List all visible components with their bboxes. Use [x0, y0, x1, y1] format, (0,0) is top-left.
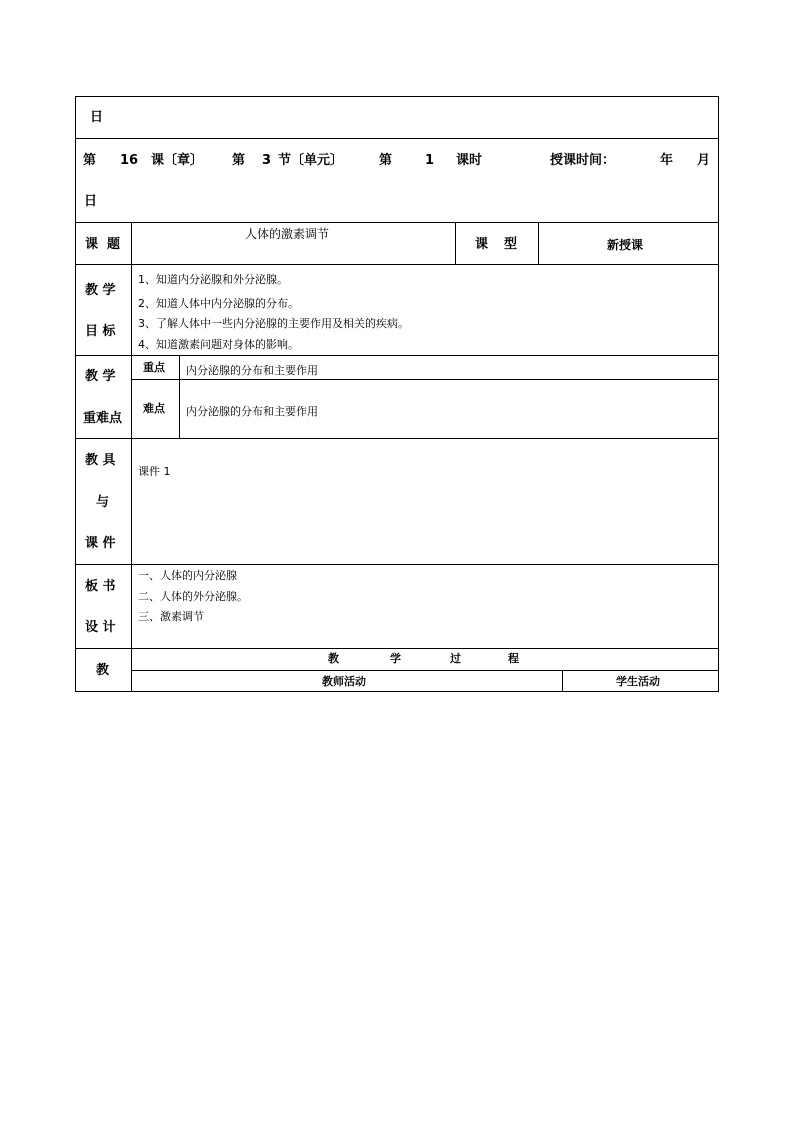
board-label-2: 设 计: [85, 620, 116, 635]
header-day-bottom: 日: [84, 194, 98, 209]
difficulty-value: 内分泌腺的分布和主要作用: [186, 405, 318, 418]
year-label: 年: [660, 153, 674, 168]
process-title-char: 程: [508, 652, 519, 665]
topic-label-2: 题: [107, 237, 121, 252]
lesson-type-label-1: 课: [475, 237, 489, 252]
process-title-char: 过: [450, 652, 461, 665]
chapter-number: 16: [120, 153, 139, 168]
board-item: 一、人体的内分泌腺: [138, 569, 237, 582]
focus-value: 内分泌腺的分布和主要作用: [186, 364, 318, 377]
row-divider: [75, 138, 719, 139]
row-divider: [75, 355, 719, 356]
month-label: 月: [697, 153, 711, 168]
objectives-label-1: 教 学: [85, 283, 116, 298]
row-divider: [75, 648, 719, 649]
section-di: 第: [232, 153, 246, 168]
header-day-top: 日: [90, 110, 104, 125]
focus-label: 重点: [143, 361, 165, 374]
materials-label-1: 教 具: [85, 453, 116, 468]
section-number: 3: [262, 153, 272, 168]
col-divider: [179, 355, 180, 438]
objectives-label-2: 目 标: [85, 324, 116, 339]
keypoints-label-2: 重难点: [83, 411, 123, 426]
difficulty-label: 难点: [143, 402, 165, 415]
process-label: 教: [96, 663, 110, 678]
objective-item: 2、知道人体中内分泌腺的分布。: [138, 297, 299, 310]
col-divider: [455, 222, 456, 264]
col-divider: [562, 670, 563, 692]
objective-item: 1、知道内分泌腺和外分泌腺。: [138, 273, 288, 286]
row-divider: [75, 264, 719, 265]
student-activity-header: 学生活动: [616, 675, 660, 688]
row-divider: [75, 564, 719, 565]
objective-item: 4、知道激素问题对身体的影响。: [138, 338, 299, 351]
board-item: 三、激素调节: [138, 610, 204, 623]
process-title-char: 教: [328, 652, 339, 665]
period-di: 第: [379, 153, 393, 168]
row-divider: [75, 222, 719, 223]
lesson-type-value: 新授课: [607, 238, 644, 252]
row-divider: [75, 438, 719, 439]
col-divider: [131, 222, 132, 692]
board-label-1: 板 书: [85, 579, 116, 594]
period-number: 1: [425, 153, 435, 168]
chapter-label: 课〔章〕: [151, 153, 204, 168]
section-label: 节〔单元〕: [278, 153, 344, 168]
board-item: 二、人体的外分泌腺。: [138, 590, 248, 603]
materials-label-3: 课 件: [85, 536, 116, 551]
col-divider: [538, 222, 539, 264]
lesson-type-label-2: 型: [504, 237, 518, 252]
period-label: 课时: [456, 153, 483, 168]
row-divider: [131, 670, 719, 671]
topic-value: 人体的激素调节: [245, 227, 330, 241]
objective-item: 3、了解人体中一些内分泌腺的主要作用及相关的疾病。: [138, 317, 409, 330]
row-divider: [131, 379, 719, 380]
process-title-char: 学: [390, 652, 401, 665]
teacher-activity-header: 教师活动: [322, 675, 366, 688]
topic-label-1: 课: [85, 237, 99, 252]
teaching-time-label: 授课时间：: [550, 153, 616, 168]
materials-value: 课件 1: [138, 465, 171, 478]
chapter-di: 第: [83, 153, 97, 168]
materials-label-2: 与: [96, 495, 110, 510]
keypoints-label-1: 教 学: [85, 369, 116, 384]
